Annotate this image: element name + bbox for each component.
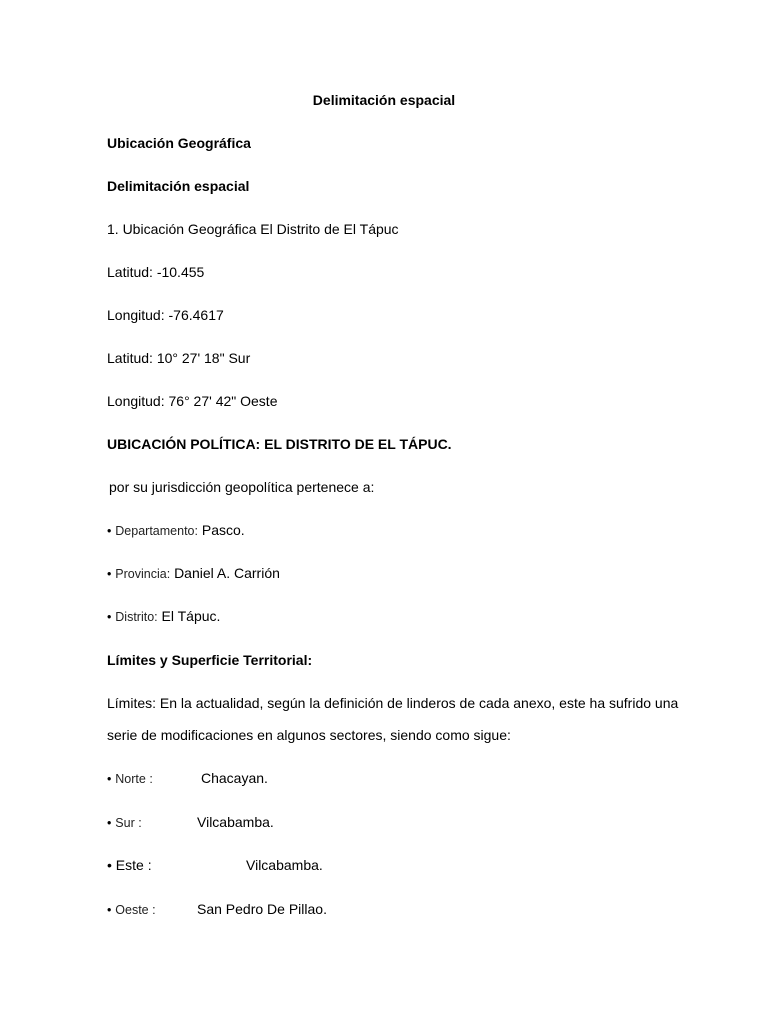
limite-value: Vilcabamba.: [246, 857, 323, 873]
latitud-dms: Latitud: 10° 27' 18" Sur: [107, 350, 251, 366]
limite-value: Chacayan.: [201, 770, 268, 786]
limite-label: Oeste :: [115, 903, 156, 917]
politica-value: El Tápuc.: [161, 608, 221, 624]
limites-paragraph-line2: serie de modificaciones en algunos sectores, siendo como sigue:: [107, 727, 511, 743]
bullet-icon: •: [107, 567, 112, 581]
bullet-icon: •: [107, 816, 112, 830]
limite-value: Vilcabamba.: [197, 814, 274, 830]
bullet-icon: •: [107, 524, 112, 538]
bullet-icon: •: [107, 903, 112, 917]
heading-limites: Límites y Superficie Territorial:: [107, 652, 313, 668]
limite-label: Este :: [115, 857, 152, 873]
politica-value: Daniel A. Carrión: [174, 565, 280, 581]
politica-label: Distrito:: [115, 610, 158, 624]
limite-item-este: [107, 856, 323, 874]
politica-item-distrito: [107, 607, 220, 626]
longitud-dms: Longitud: 76° 27' 42" Oeste: [107, 393, 278, 409]
limite-label: Sur :: [115, 816, 142, 830]
bullet-icon: •: [107, 857, 112, 873]
politica-label: Departamento:: [115, 524, 198, 538]
latitud-decimal: Latitud: -10.455: [107, 264, 205, 280]
bullet-icon: •: [107, 610, 112, 624]
limites-paragraph-line1: Límites: En la actualidad, según la definición de linderos de cada anexo, este ha sufrido una: [107, 695, 679, 711]
ubicacion-distrito-line: 1. Ubicación Geográfica El Distrito de El Tápuc: [107, 221, 399, 237]
jurisdiccion-intro: por su jurisdicción geopolítica pertenece a:: [109, 479, 375, 495]
politica-label: Provincia:: [115, 567, 171, 581]
limite-label: Norte :: [115, 772, 153, 786]
longitud-decimal: Longitud: -76.4617: [107, 307, 224, 323]
politica-item-provincia: [107, 564, 280, 583]
heading-ubicacion-geografica: Ubicación Geográfica: [107, 135, 251, 151]
limite-item-sur: [107, 813, 274, 832]
heading-delimitacion-espacial: Delimitación espacial: [107, 178, 250, 194]
politica-value: Pasco.: [201, 522, 245, 538]
limite-value: San Pedro De Pillao.: [197, 901, 327, 917]
bullet-icon: •: [107, 772, 112, 786]
limite-item-oeste: [107, 900, 327, 919]
politica-item-departamento: [107, 521, 245, 540]
document-title: Delimitación espacial: [312, 92, 456, 108]
heading-ubicacion-politica: UBICACIÓN POLÍTICA: EL DISTRITO DE EL TÁPUC.: [107, 436, 452, 452]
limite-item-norte: [107, 769, 268, 788]
